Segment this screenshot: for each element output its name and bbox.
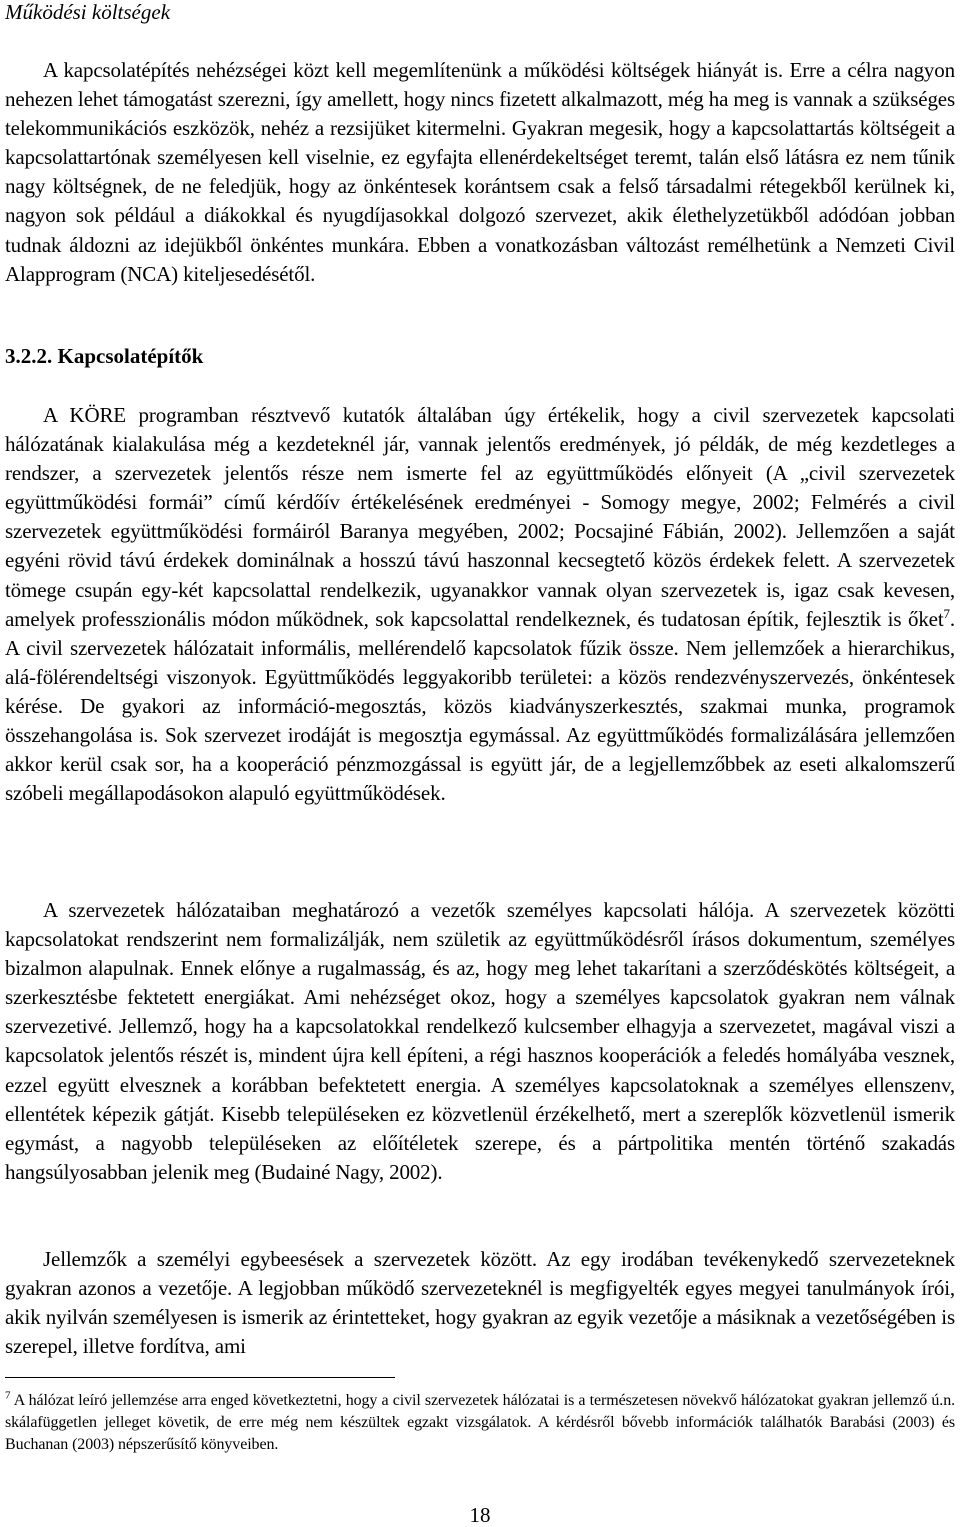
footnote-divider — [5, 1377, 395, 1378]
paragraph-connection-builders — [5, 401, 955, 808]
footnote — [5, 1390, 955, 1455]
footnote-text: A hálózat leíró jellemzése arra enged következtetni, hogy a civil szervezetek hálózatai is a természetesen növekvő hálózatokat gyakran jellemző ú.n. skálafüggetlen jelleget követik, de erre még nem készültek egzakt vizsgálatok. A kérdésről bővebb információk találhatók Barabási (2003) és Buchanan (2003) népszerűsítő könyveiben. — [5, 1392, 955, 1453]
section-heading: 3.2.2. Kapcsolatépítők — [5, 344, 204, 368]
paragraph-personal-networks: A szervezetek hálózataiban meghatározó a vezetők személyes kapcsolati hálója. A szervezetek közötti kapcsolatokat rendszerint nem formalizálják, nem születik az együttműködésről írásos dokumentum, személyes bizalmon alapulnak. Ennek előnye a rugalmasság, és az, hogy meg lehet takarítani a szerződéskötés költségeit, a szerkesztésbe fektetett energiákat. Ami nehézséget okoz, hogy a személyes kapcsolatok gyakran nem válnak szervezetivé. Jellemző, hogy ha a kapcsolatokkal rendelkező kulcsember elhagyja a szervezetet, magával viszi a kapcsolatok jelentős részét is, mindent újra kell építeni, a régi hasznos kooperációk a feledés homályába vesznek, ezzel együtt elvesznek a korábban befektetett energia. A személyes kapcsolatoknak a személyes ellenszenv, ellentétek képezik gátját. Kisebb településeken ez közvetlenül érzékelhető, mert a szereplők közvetlenül ismerik egymást, a nagyobb településeken az előítéletek szerepe, és a pártpolitika mentén történő szakadás hangsúlyosabban jelenik meg (Budainé Nagy, 2002). — [5, 898, 955, 1184]
subsection-title: Működési költségek — [5, 0, 171, 24]
page-number: 18 — [469, 1503, 491, 1527]
paragraph-personal-overlaps: Jellemzők a személyi egybeesések a szervezetek között. Az egy irodában tevékenykedő szervezeteknek gyakran azonos a vezetője. A legjobban működő szervezeteknél is megfigyelték egyes megyei tanulmányok írói, akik nyilván személyesen is ismerik az érintetteket, hogy gyakran az egyik vezetője a másiknak a vezetőségében is szerepel, illetve fordítva, ami — [5, 1247, 955, 1359]
paragraph-operating-costs: A kapcsolatépítés nehézségei közt kell megemlítenünk a működési költségek hiányát is. Erre a célra nagyon nehezen lehet támogatást szerezni, így amellett, hogy nincs fizetett alkalmazott, még ha meg is vannak a szükséges telekommunikációs eszközök, nehéz a rezsijüket kitermelni. Gyakran megesik, hogy a kapcsolattartás költségeit a kapcsolattartónak személyesen kell viselnie, ez egyfajta ellenérdekeltséget teremt, talán első látásra ez nem tűnik nagy költségnek, de ne feledjük, hogy az önkéntesek korántsem csak a felső társadalmi rétegekből kerülnek ki, nagyon sok például a diákokkal és nyugdíjasokkal dolgozó szervezet, akik élethelyzetükből adódóan jobban tudnak áldozni az idejükből önkéntes munkára. Ebben a vonatkozásban változást remélhetünk a Nemzeti Civil Alapprogram (NCA) kiteljesedésétől. — [5, 58, 955, 286]
footnote-reference[interactable]: 7 — [943, 605, 950, 621]
paragraph-text-part-1: A KÖRE programban résztvevő kutatók általában úgy értékelik, hogy a civil szervezetek kapcsolati hálózatának kialakulása még a kezdeteknél jár, vannak jelentős eredmények, jó példák, de még kezdetleges a rendszer, a szervezetek jelentős része nem ismerte fel az együttműködés előnyeit (A „civil szervezetek együttműködési formái” című kérdőív értékelésének eredményei - Somogy megye, 2002; Felmérés a civil szervezetek együttműködési formáiról Baranya megyében, 2002; Pocsajiné Fábián, 2002). Jellemzően a saját egyéni rövid távú érdekek dominálnak a hosszú távú haszonnal kecsegtető közös érdekek felett. A szervezetek tömege csupán egy-két kapcsolattal rendelkezik, ugyanakkor vannak olyan szervezetek is, igaz csak kevesen, amelyek professzionális módon működnek, sok kapcsolattal rendelkeznek, és tudatosan építik, fejlesztik is őket — [5, 403, 955, 631]
paragraph-text-part-2: . A civil szervezetek hálózatait informális, mellérendelő kapcsolatok fűzik össze. Nem jellemzőek a hierarchikus, alá-fölérendeltségi viszonyok. Együttműködés leggyakoribb területei: a közös rendezvényszervezés, önkéntesek kérése. De gyakori az információ-megosztás, közös kiadványszerkesztés, szakmai munka, programok összehangolása is. Sok szervezet irodáját is megosztja egymással. Az együttműködés formalizálására jellemzően akkor kerül csak sor, ha a kooperáció pénzmozgással is együtt jár, de a legjellemzőbbek az eseti alkalomszerű szóbeli megállapodásokon alapuló együttműködések. — [5, 606, 955, 806]
footnote-number: 7 — [5, 1389, 11, 1402]
